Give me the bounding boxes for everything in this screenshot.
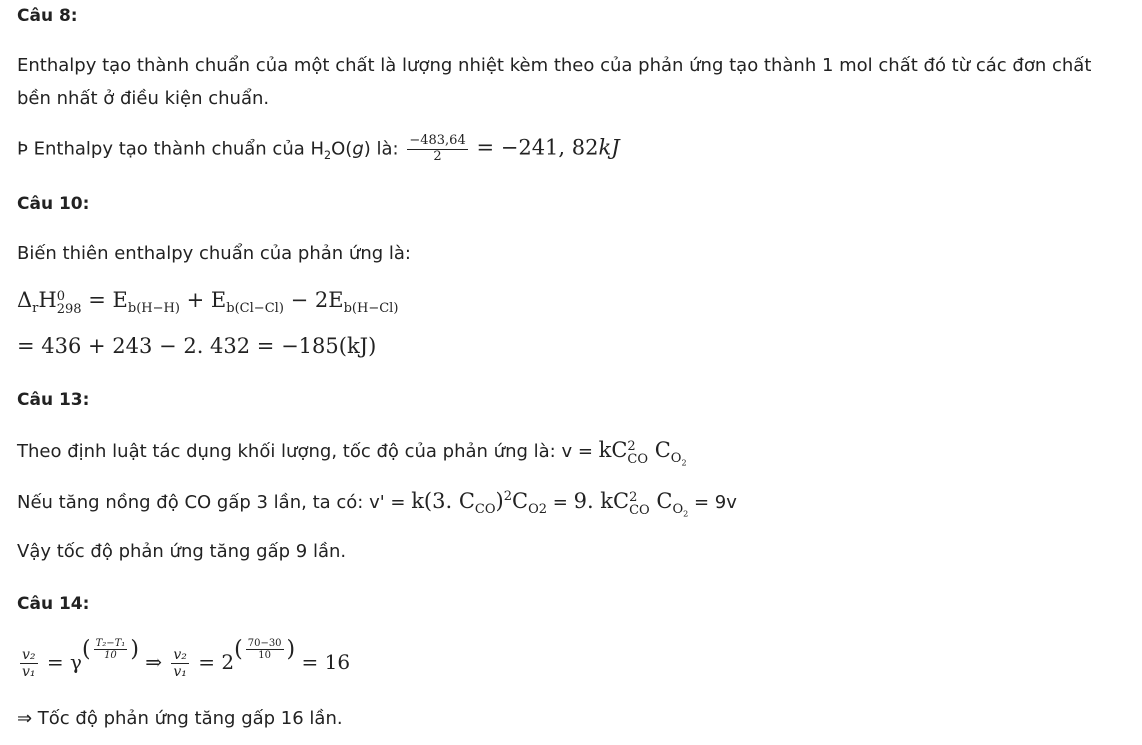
q8-h2o-subscript: 2 bbox=[324, 149, 332, 163]
q10-E1: E bbox=[112, 288, 128, 312]
q8-gas-state: g bbox=[352, 138, 364, 160]
q8-result-prefix: Þ Enthalpy tạo thành chuẩn của H bbox=[17, 138, 325, 160]
q14-exponent-2: ( $\frac{70-30}{10}$ ) bbox=[234, 637, 296, 662]
question-13-heading: Câu 13: bbox=[17, 390, 90, 410]
q14-conclusion: ⇒ Tốc độ phản ứng tăng gấp 16 lần. bbox=[17, 708, 343, 729]
q13-equals-9v: = 9v bbox=[688, 492, 737, 513]
q13-rate-law-text: Theo định luật tác dụng khối lượng, tốc độ của phản ứng là: v = bbox=[17, 441, 599, 462]
question-10-heading: Câu 10: bbox=[17, 194, 90, 214]
q10-H: H bbox=[38, 288, 57, 312]
q10-r-sub: r bbox=[32, 301, 39, 317]
q8-result-line bbox=[17, 134, 620, 165]
q8-fraction bbox=[407, 134, 467, 165]
q14-result: = 16 bbox=[301, 650, 351, 674]
q10-H-subscript: 298 bbox=[56, 302, 82, 317]
q8-fraction-numerator: −483,64 bbox=[409, 133, 466, 148]
q14-gamma: = γ bbox=[46, 650, 82, 674]
q8-after-text: ) là: bbox=[363, 138, 399, 160]
q10-intro: Biến thiên enthalpy chuẩn của phản ứng là: bbox=[17, 243, 411, 264]
q8-paragraph-line2: bền nhất ở điều kiện chuẩn. bbox=[17, 88, 270, 109]
q13-increase-text: Nếu tăng nồng độ CO gấp 3 lần, ta có: v' = bbox=[17, 492, 412, 513]
q10-minus: − 2 bbox=[283, 288, 329, 312]
q14-base-two: = 2 bbox=[198, 650, 235, 674]
q8-o-text: O( bbox=[331, 138, 353, 160]
q8-result-value: = −241, 82 bbox=[476, 135, 599, 160]
q13-increase-line bbox=[17, 489, 737, 517]
q10-equation-line2: = 436 + 243 − 2. 432 = −185(kJ) bbox=[17, 334, 377, 358]
q13-equals: = bbox=[547, 492, 574, 513]
q10-equals: = bbox=[81, 288, 113, 312]
q10-plus: + bbox=[179, 288, 211, 312]
q14-ratio-fraction: $\frac{\text{v₂}}{\text{v₁}}$ bbox=[22, 646, 36, 680]
q13-conclusion: Vậy tốc độ phản ứng tăng gấp 9 lần. bbox=[17, 541, 347, 562]
q8-paragraph-line1: Enthalpy tạo thành chuẩn của một chất là lượng nhiệt kèm theo của phản ứng tạo thành 1 mol chất đó từ các đơn chất bbox=[17, 55, 1092, 76]
q13-rate-law-formula: kC 2 CO $C_{O_2}$ bbox=[598, 438, 687, 468]
q10-E2: E bbox=[210, 288, 227, 312]
q13-increase-formula-2: 9. kC 2 CO $C_{O_2}$ bbox=[573, 489, 689, 519]
q13-increase-formula-1: k(3. $C_{CO})^2C_{O2}$ bbox=[411, 489, 548, 518]
q10-H-superscript: 0 bbox=[56, 289, 66, 304]
q8-fraction-denominator: 2 bbox=[433, 148, 442, 164]
q10-equation-line1 bbox=[17, 288, 398, 316]
q10-E3-sub: b(H−Cl) bbox=[343, 301, 399, 317]
question-14-heading: Câu 14: bbox=[17, 594, 90, 614]
q14-equation bbox=[17, 636, 350, 680]
q14-ratio-fraction-2: $\frac{\text{v₂}}{\text{v₁}}$ bbox=[173, 646, 187, 680]
q10-E2-sub: b(Cl−Cl) bbox=[226, 301, 284, 317]
question-8-heading: Câu 8: bbox=[17, 6, 78, 26]
q10-E1-sub: b(H−H) bbox=[127, 301, 180, 317]
q10-E3: E bbox=[328, 288, 344, 312]
q14-implies-arrow: ⇒ bbox=[145, 650, 163, 674]
q14-exponent: ( $\frac{\text{T₂−T₁}}{10}$ ) bbox=[81, 637, 139, 662]
q13-rate-law-line bbox=[17, 438, 687, 466]
q8-result-unit: kJ bbox=[598, 135, 620, 160]
q10-delta: Δ bbox=[17, 288, 33, 312]
